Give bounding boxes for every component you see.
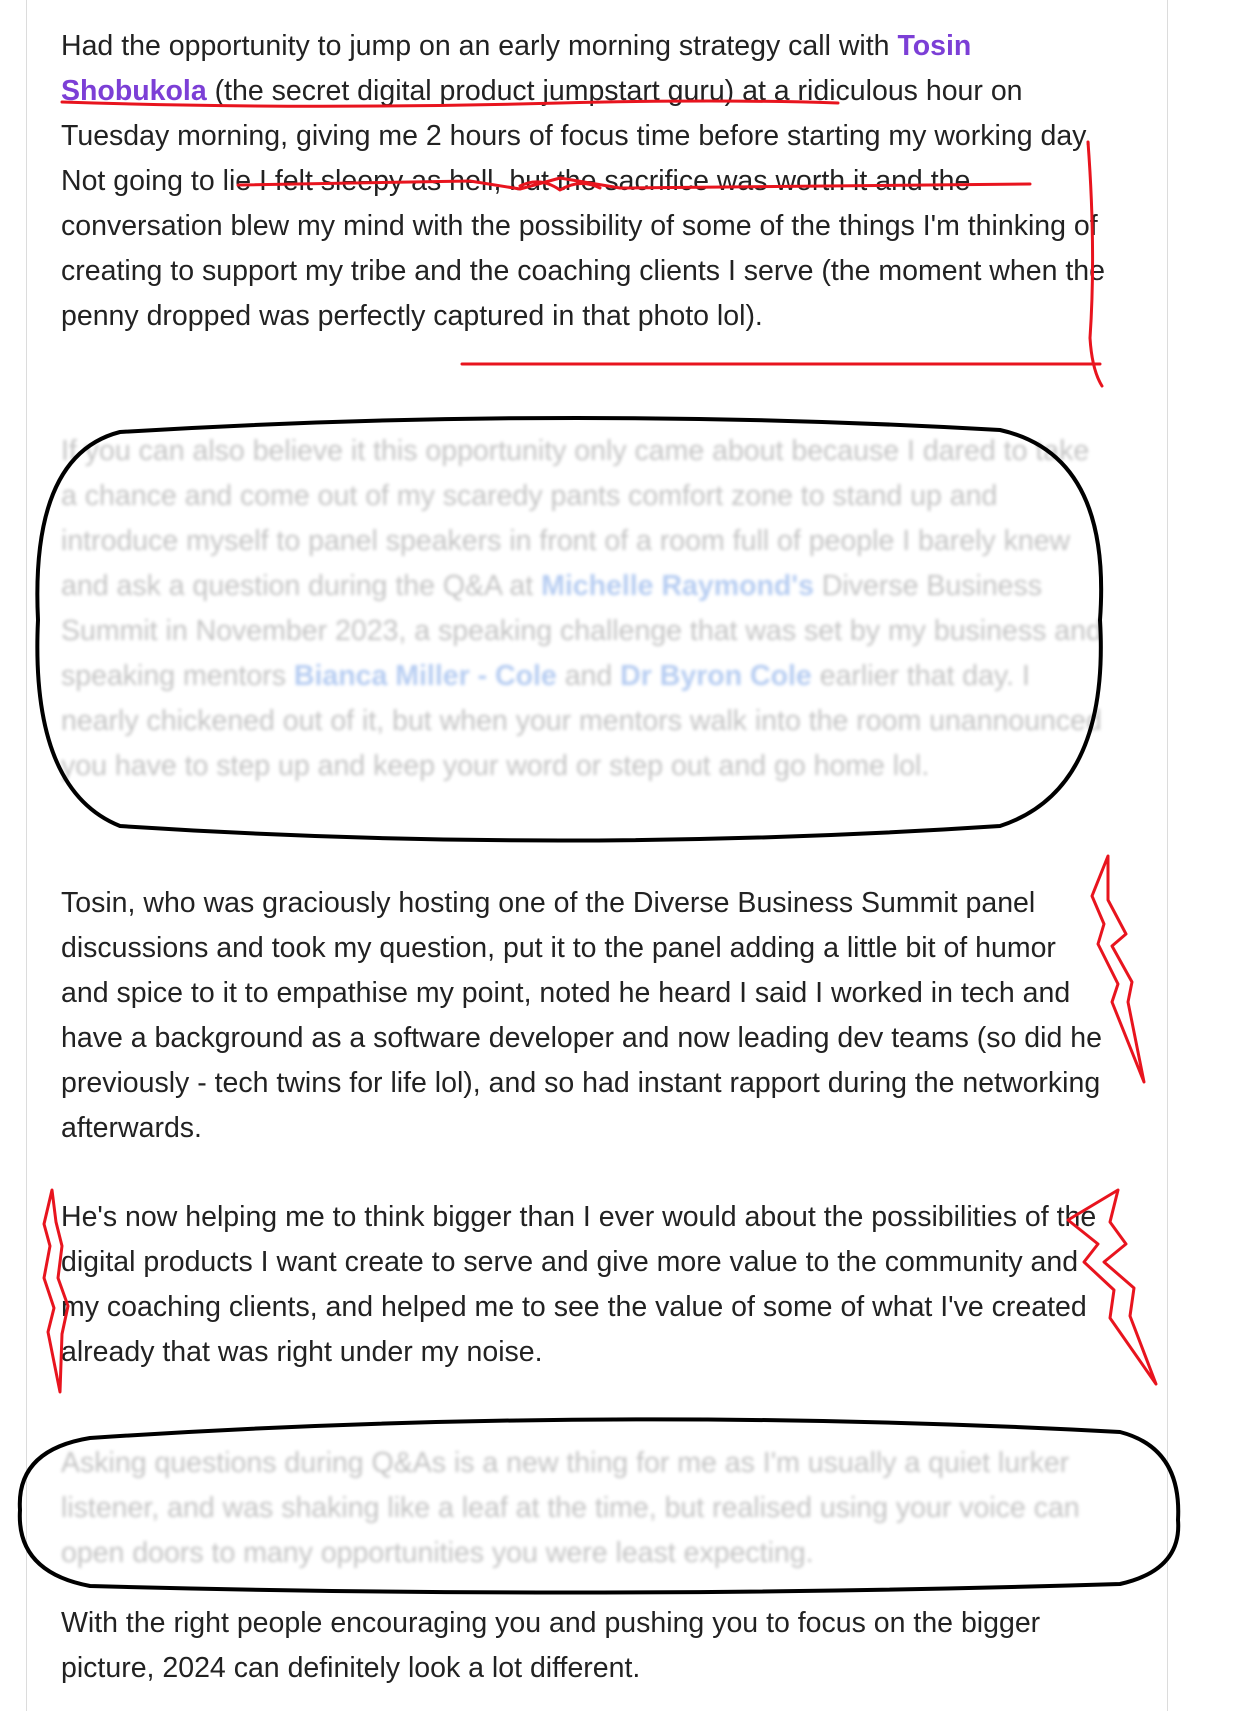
- paragraph-text: Diverse Business Summit in November 2023, a speaking challenge that was set by my business and speaking mentors: [61, 570, 1102, 692]
- mention-tosin-shobukola[interactable]: Tosin Shobukola: [61, 30, 972, 107]
- paragraph-helping-think-bigger: He's now helping me to think bigger than I ever would about the possibilities of the digital products I want create to serve and give more value to the community and my coaching clients, and helped me to see the value of some of what I've created already that was right under my noise.: [61, 1201, 1097, 1368]
- paragraph-closing: With the right people encouraging you and pushing you to focus on the bigger picture, 2024 can definitely look a lot different.: [61, 1607, 1041, 1684]
- paragraph-text: earlier that day. I nearly chickened out of it, but when your mentors walk into the room unannounced you have to step up and keep your word or step out and go home lol.: [61, 660, 1102, 782]
- paragraph-text: (the secret digital product jumpstart guru) at a ridiculous hour on Tuesday morning, giving me 2 hours of focus time before starting my working day.: [61, 75, 1093, 152]
- paragraph-opportunity: [61, 24, 1111, 339]
- paragraph-tosin-hosting: Tosin, who was graciously hosting one of the Diverse Business Summit panel discussions and took my question, put it to the panel adding a little bit of humor and spice to it to empathise my point, noted he heard I said I worked in tech and have a background as a software developer and now leading dev teams (so did he previously - tech twins for life lol), and so had instant rapport during the networking afterwards.: [61, 887, 1102, 1144]
- mention-bianca-miller-cole[interactable]: Bianca Miller - Cole: [293, 660, 557, 692]
- paragraph-text: If you can also believe it this opportunity only came about because I dared to take a chance and come out of my scaredy pants comfort zone to stand up and introduce myself to panel speakers in front of a room full of people I barely knew and ask a question during the Q&A at: [61, 435, 1090, 602]
- mention-michelle-raymond[interactable]: Michelle Raymond's: [541, 570, 814, 602]
- struck-text: Not going to lie I felt sleepy as hell, but the sacrifice was: [61, 165, 768, 197]
- paragraph-redacted-summit: [61, 429, 1111, 789]
- paragraph-text: Had the opportunity to jump on an early morning strategy call with: [61, 30, 898, 62]
- paragraph-text: and: [556, 660, 621, 692]
- mention-dr-byron-cole[interactable]: Dr Byron Cole: [620, 660, 812, 692]
- paragraph-text: worth it and the conversation blew my mind with the possibility of some of the things I'm thinking of creating to support my tribe and the coaching clients I serve (the moment when the penny dropped was perfectly captured in that photo lol).: [61, 165, 1105, 332]
- paragraph-redacted-questions: Asking questions during Q&As is a new thing for me as I'm usually a quiet lurker listener, and was shaking like a leaf at the time, but realised using your voice can open doors to many opportunities you were least expecting.: [61, 1447, 1080, 1569]
